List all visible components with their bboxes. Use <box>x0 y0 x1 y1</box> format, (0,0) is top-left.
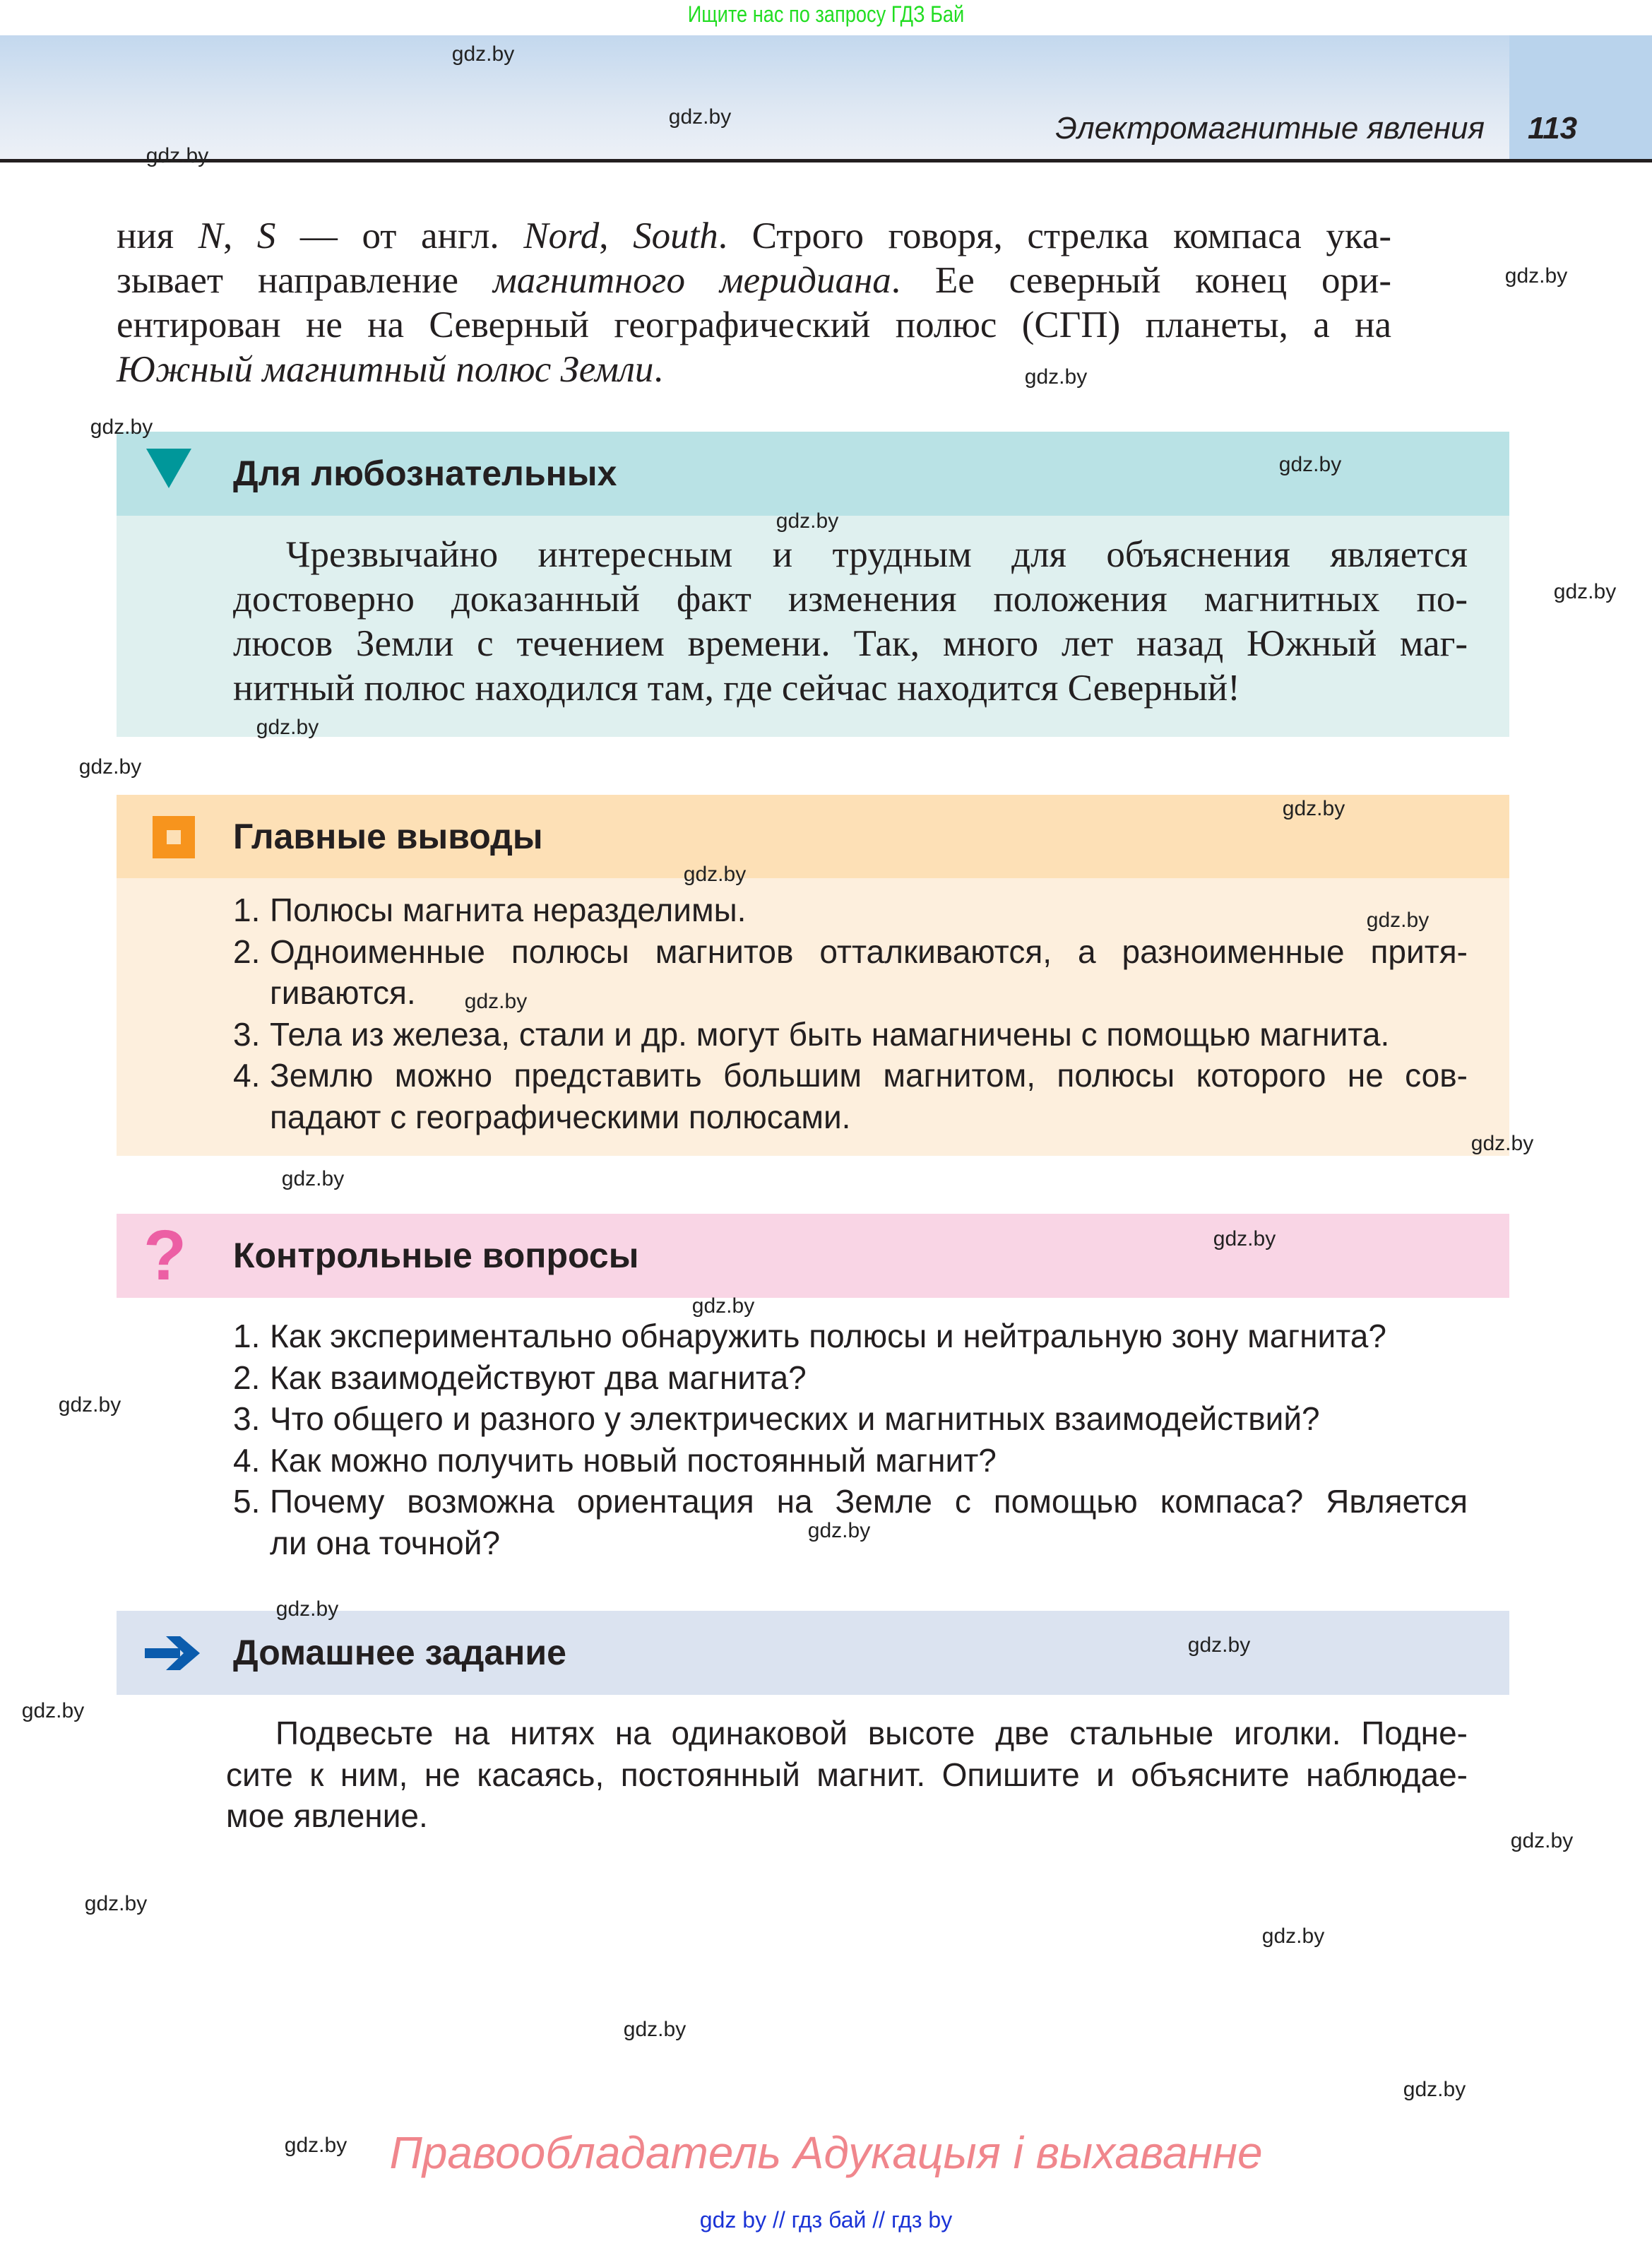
watermark-text: gdz.by <box>691 1294 755 1318</box>
item-number: 1. <box>233 1318 261 1354</box>
item-text <box>270 1357 1468 1399</box>
watermark-text: gdz.by <box>78 755 142 779</box>
item-text <box>270 889 1468 931</box>
watermark-text: gdz.by <box>1510 1829 1574 1852</box>
watermark-text: gdz.by <box>58 1393 121 1417</box>
item-number: 1. <box>233 892 261 928</box>
watermark-text: gdz.by <box>1213 1227 1276 1250</box>
watermark-text: gdz.by <box>1470 1132 1534 1155</box>
list-item <box>233 1014 1468 1056</box>
item-number: 4. <box>233 1441 261 1479</box>
item-line: Как экспериментально обнаружить полюсы и нейтральную зону магнита? <box>270 1318 1386 1354</box>
intro-line <box>117 348 1391 392</box>
header-divider <box>0 159 1652 162</box>
list-item <box>233 1357 1468 1399</box>
item-line: Как можно получить новый постоянный магнит? <box>270 1441 997 1479</box>
watermark-text: gdz.by <box>668 105 732 129</box>
curious-text <box>233 533 1468 711</box>
watermark-text: gdz.by <box>1403 2078 1466 2101</box>
item-line: Почему возможна ориентация на Земле с помощью компаса? Является <box>270 1483 1468 1520</box>
watermark-text: gdz.by <box>1553 580 1617 603</box>
text-segment: зывает направление <box>117 260 493 301</box>
text-line: достоверно доказанный факт изменения положения магнитных по- <box>233 579 1468 620</box>
item-text <box>270 1440 1468 1482</box>
triangle-down-icon <box>146 449 191 488</box>
homework-title: Домашнее задание <box>233 1633 566 1672</box>
watermark-text: gdz.by <box>21 1699 85 1722</box>
watermark-text: gdz.by <box>275 1597 339 1621</box>
conclusions-list <box>233 889 1468 1137</box>
curious-title: Для любознательных <box>233 454 617 493</box>
text-segment: , <box>599 215 634 256</box>
item-line: Как взаимодействуют два магнита? <box>270 1359 807 1396</box>
item-number: 2. <box>233 933 261 970</box>
item-number: 3. <box>233 1015 261 1053</box>
italic-term: Nord <box>523 215 600 256</box>
item-line: ли она точной? <box>270 1524 501 1561</box>
text-segment: , <box>223 215 257 256</box>
italic-term: South <box>633 215 718 256</box>
watermark-text: gdz.by <box>1187 1633 1251 1657</box>
intro-line <box>117 259 1391 303</box>
italic-term: магнитного меридиана <box>492 260 891 301</box>
watermark-text: gdz.by <box>1278 453 1342 476</box>
item-line: Полюсы магнита неразделимы. <box>270 892 747 928</box>
conclusions-title: Главные выводы <box>233 817 543 856</box>
question-mark-icon: ? <box>143 1216 187 1295</box>
watermark-text: gdz.by <box>284 2134 347 2157</box>
text-line: нитный полюс находился там, где сейчас находится Северный! <box>233 668 1240 709</box>
footer-links[interactable]: gdz by // гдз бай // гдз by <box>699 2207 953 2233</box>
list-item <box>233 1440 1468 1482</box>
list-item <box>233 889 1468 931</box>
watermark-text: gdz.by <box>683 863 747 886</box>
item-text <box>270 1055 1468 1137</box>
intro-line <box>117 214 1391 259</box>
homework-text <box>226 1713 1468 1837</box>
item-text <box>270 1315 1468 1357</box>
item-line: Одноименные полюсы магнитов отталкиваются, а разноименные притя- <box>270 933 1468 970</box>
text-segment: — от англ. <box>275 215 524 256</box>
page-number: 113 <box>1528 111 1578 146</box>
list-item <box>233 1398 1468 1440</box>
intro-line <box>117 303 1391 348</box>
item-number: 5. <box>233 1483 261 1520</box>
questions-header <box>117 1214 1509 1298</box>
text-line: Чрезвычайно интересным и трудным для объяснения является <box>286 534 1468 575</box>
watermark-text: gdz.by <box>807 1519 871 1542</box>
item-line: Землю можно представить большим магнитом, полюсы которого не сов- <box>270 1057 1468 1094</box>
item-line: Что общего и разного у электрических и магнитных взаимодействий? <box>270 1400 1320 1437</box>
watermark-text: gdz.by <box>1261 1924 1325 1948</box>
watermark-text: gdz.by <box>145 144 209 167</box>
item-line: Тела из железа, стали и др. могут быть намагничены с помощью магнита. <box>270 1015 1390 1053</box>
text-segment: ентирован не на Северный географический полюс (СГП) планеты, а на <box>117 304 1391 345</box>
item-line: гиваются. <box>270 974 416 1011</box>
text-line: мое явление. <box>226 1797 428 1834</box>
item-text <box>270 931 1468 1014</box>
text-segment: . <box>653 349 663 390</box>
item-number: 3. <box>233 1400 261 1437</box>
text-line: люсов Земли с течением времени. Так, много лет назад Южный маг- <box>233 623 1468 664</box>
italic-term: S <box>256 215 276 256</box>
item-line: падают с географическими полюсами. <box>270 1098 851 1135</box>
questions-title: Контрольные вопросы <box>233 1236 639 1275</box>
watermark-text: gdz.by <box>1504 264 1568 288</box>
watermark-text: gdz.by <box>623 2018 687 2041</box>
chapter-title: Электромагнитные явления <box>1055 111 1485 146</box>
item-number: 4. <box>233 1057 261 1094</box>
list-item <box>233 1055 1468 1137</box>
text-segment: . Ее северный конец ори- <box>891 260 1391 301</box>
text-segment: ния <box>117 215 198 256</box>
watermark-text: gdz.by <box>464 990 528 1013</box>
watermark-text: gdz.by <box>281 1167 345 1190</box>
text-line: Подвесьте на нитях на одинаковой высоте две стальные иголки. Подне- <box>275 1715 1468 1751</box>
text-segment: . Строго говоря, стрелка компаса ука- <box>718 215 1392 256</box>
watermark-text: gdz.by <box>90 415 153 439</box>
item-text <box>270 1014 1468 1056</box>
watermark-text: gdz.by <box>1282 797 1345 820</box>
watermark-text: gdz.by <box>256 716 319 739</box>
watermark-text: gdz.by <box>84 1892 148 1915</box>
watermark-text: gdz.by <box>776 509 839 533</box>
italic-term: N <box>198 215 224 256</box>
watermark-text: gdz.by <box>1366 909 1430 932</box>
list-item <box>233 1315 1468 1357</box>
text-line: сите к ним, не касаясь, постоянный магнит. Опишите и объясните наблюдае- <box>226 1756 1468 1793</box>
arrow-right-icon <box>145 1636 200 1670</box>
item-text <box>270 1398 1468 1440</box>
intro-paragraph <box>117 214 1391 392</box>
italic-term: Южный магнитный полюс Земли <box>117 349 654 390</box>
copyright-owner: Правообладатель Адукацыя і выхаванне <box>389 2127 1263 2178</box>
square-bullet-icon <box>153 816 195 858</box>
top-search-note: Ищите нас по запросу ГДЗ Бай <box>687 1 965 27</box>
homework-header <box>117 1611 1509 1695</box>
watermark-text: gdz.by <box>451 42 515 66</box>
item-number: 2. <box>233 1359 261 1396</box>
watermark-text: gdz.by <box>1024 365 1088 389</box>
list-item <box>233 931 1468 1014</box>
